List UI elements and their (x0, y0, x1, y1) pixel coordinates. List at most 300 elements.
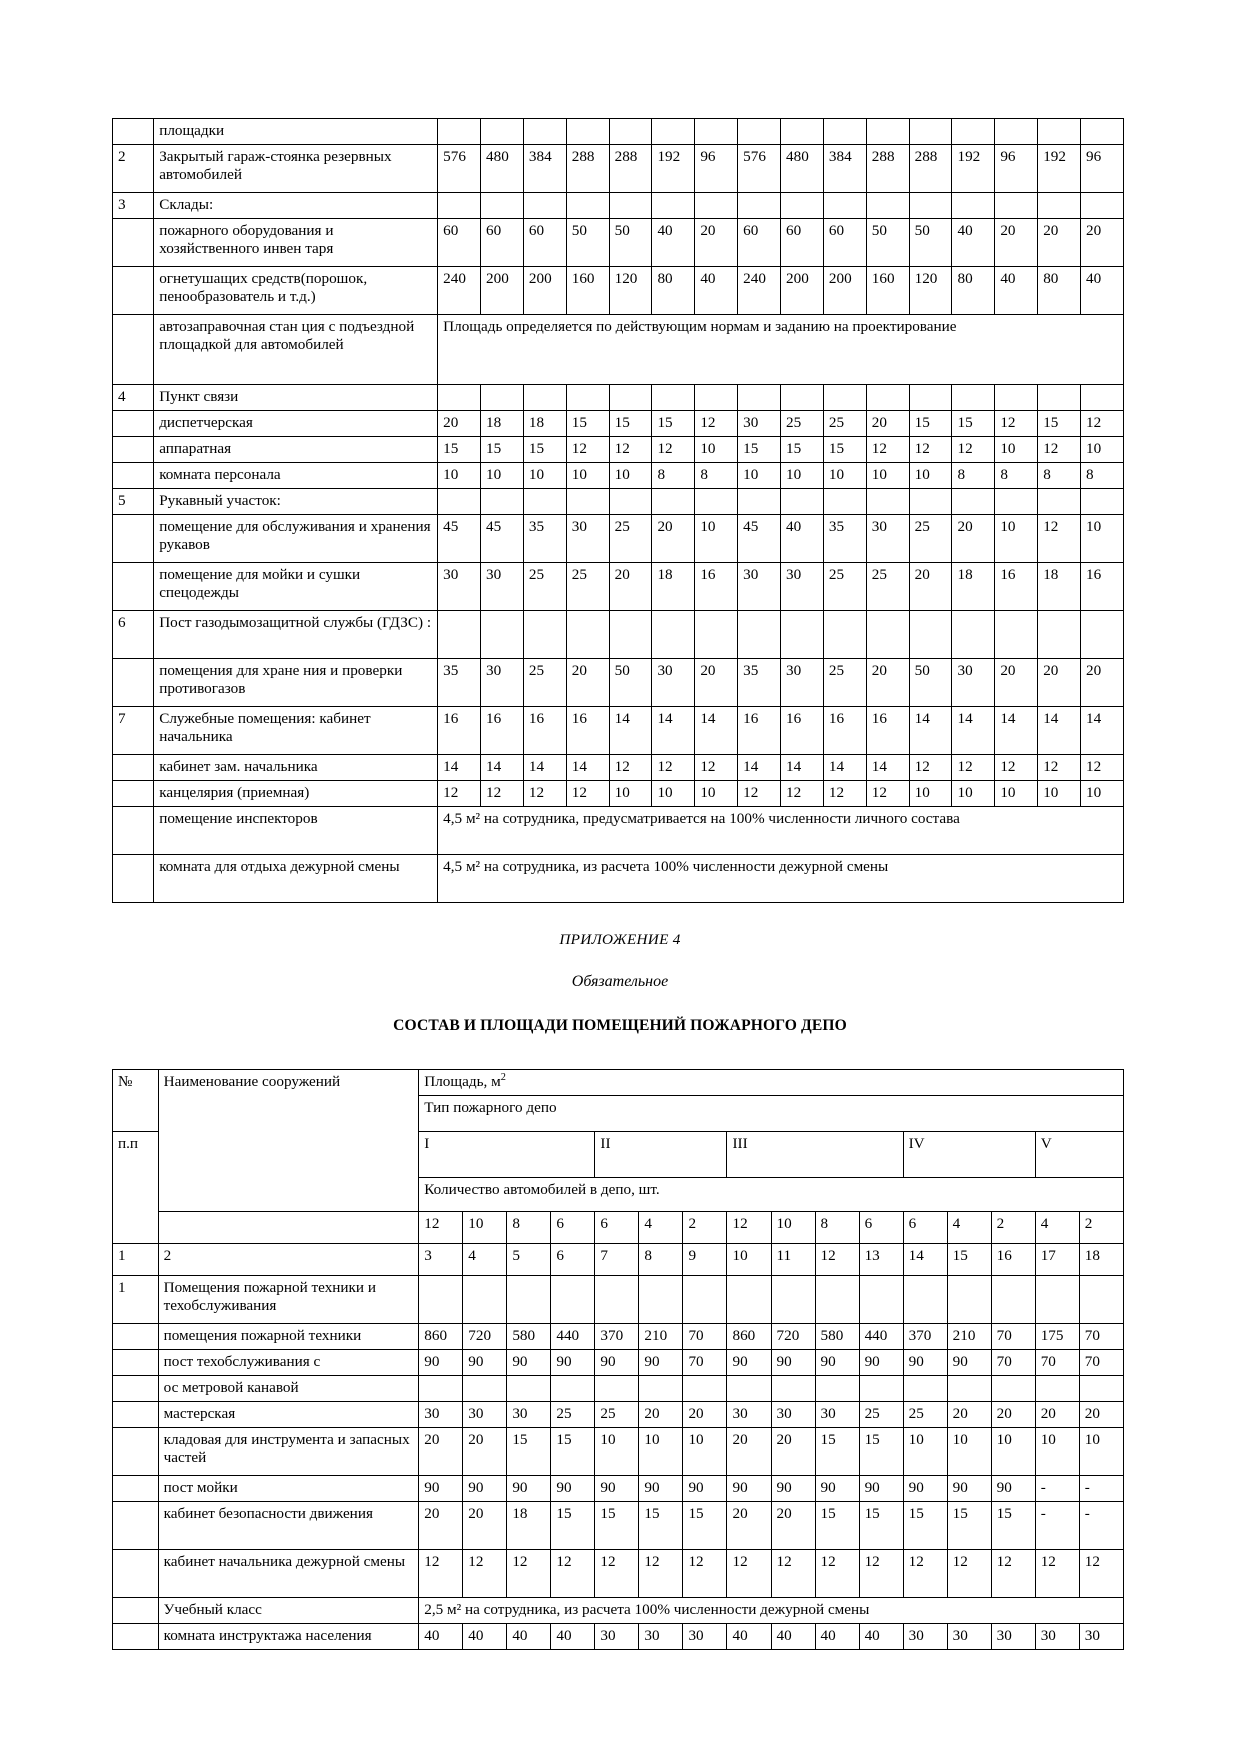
row-value-cell: 10 (1081, 515, 1124, 563)
row-value-cell: 50 (909, 219, 952, 267)
row-value-cell: 30 (903, 1623, 947, 1649)
row-value-cell (995, 611, 1038, 659)
row-value-cell: 60 (481, 219, 524, 267)
row-value-cell: 60 (523, 219, 566, 267)
row-value-cell: 12 (1038, 515, 1081, 563)
row-value-cell: 10 (903, 1427, 947, 1475)
row-value-cell (1038, 385, 1081, 411)
table-body (113, 119, 1124, 903)
row-index-cell (113, 1597, 159, 1623)
row-value-cell: 80 (652, 267, 695, 315)
row-value-cell: 16 (866, 707, 909, 755)
row-value-cell (463, 1275, 507, 1323)
row-index-cell (113, 755, 154, 781)
header-cell-depot-type (419, 1095, 1124, 1131)
row-value-cell: 18 (952, 563, 995, 611)
header-cell-colnum: 9 (683, 1243, 727, 1275)
row-value-cell: 14 (866, 755, 909, 781)
row-value-cell: 20 (683, 1401, 727, 1427)
header-cell-colnum: 11 (771, 1243, 815, 1275)
row-value-cell (566, 193, 609, 219)
row-value-cell (1038, 489, 1081, 515)
row-value-cell (481, 489, 524, 515)
row-value-cell (738, 611, 781, 659)
row-value-cell: 15 (859, 1501, 903, 1549)
row-value-cell: 60 (781, 219, 824, 267)
row-value-cell: 20 (695, 219, 738, 267)
row-value-cell: 90 (903, 1475, 947, 1501)
row-index-cell (113, 659, 154, 707)
row-value-cell: 14 (609, 707, 652, 755)
row-value-cell (566, 385, 609, 411)
row-index-cell (113, 1401, 159, 1427)
header-cell-colnum: 13 (859, 1243, 903, 1275)
row-index-cell (113, 1501, 159, 1549)
row-name-cell: площадки (154, 119, 438, 145)
row-value-cell: 14 (909, 707, 952, 755)
row-value-cell (1081, 385, 1124, 411)
row-value-cell: 40 (695, 267, 738, 315)
row-value-cell: 288 (909, 145, 952, 193)
row-value-cell: 45 (738, 515, 781, 563)
row-value-cell (995, 119, 1038, 145)
header-vehicle-count-label: Количество автомобилей в депо, шт. (424, 1180, 660, 1198)
row-index-cell (113, 781, 154, 807)
row-value-cell: 90 (551, 1475, 595, 1501)
row-value-cell: 12 (523, 781, 566, 807)
row-value-cell: 80 (952, 267, 995, 315)
row-value-cell: 30 (815, 1401, 859, 1427)
row-value-cell: 384 (823, 145, 866, 193)
row-value-cell: 90 (507, 1349, 551, 1375)
row-value-cell: 30 (595, 1623, 639, 1649)
row-value-cell: 12 (595, 1549, 639, 1597)
row-value-cell: 12 (463, 1549, 507, 1597)
header-cell-vehicle-count-value: 10 (771, 1211, 815, 1243)
row-value-cell: 16 (481, 707, 524, 755)
row-value-cell: 18 (652, 563, 695, 611)
row-value-cell (438, 385, 481, 411)
row-value-cell: 15 (609, 411, 652, 437)
row-value-cell: 90 (815, 1349, 859, 1375)
row-value-cell (859, 1375, 903, 1401)
row-value-cell (1081, 193, 1124, 219)
row-value-cell: 8 (1038, 463, 1081, 489)
header-cell-colnum: 14 (903, 1243, 947, 1275)
header-cell-depot-type-value: I (419, 1131, 595, 1177)
row-value-cell: 15 (815, 1427, 859, 1475)
header-cell-vehicle-count-value: 8 (815, 1211, 859, 1243)
row-value-cell (551, 1375, 595, 1401)
row-value-cell: 20 (947, 1401, 991, 1427)
row-value-cell: 45 (438, 515, 481, 563)
row-value-cell: 25 (859, 1401, 903, 1427)
row-value-cell: 14 (652, 707, 695, 755)
row-value-cell: 15 (652, 411, 695, 437)
row-value-cell (909, 611, 952, 659)
row-value-cell: 14 (1038, 707, 1081, 755)
row-value-cell: 16 (438, 707, 481, 755)
row-value-cell: 90 (507, 1475, 551, 1501)
header-cell-number-2 (113, 1131, 159, 1243)
row-index-cell (113, 855, 154, 903)
row-value-cell: 40 (781, 515, 824, 563)
row-value-cell: 12 (771, 1549, 815, 1597)
row-value-cell: 35 (523, 515, 566, 563)
header-cell-colnum: 4 (463, 1243, 507, 1275)
row-value-cell: 70 (1035, 1349, 1079, 1375)
row-value-cell: 96 (995, 145, 1038, 193)
table-row (113, 1623, 1124, 1649)
row-index-cell: 5 (113, 489, 154, 515)
row-value-cell: 60 (823, 219, 866, 267)
row-value-cell (781, 489, 824, 515)
row-value-cell: 576 (738, 145, 781, 193)
row-value-cell: 30 (481, 659, 524, 707)
row-name-cell: диспетчерская (154, 411, 438, 437)
row-value-cell: 14 (523, 755, 566, 781)
row-value-cell: 50 (909, 659, 952, 707)
row-value-cell (781, 119, 824, 145)
row-value-cell: 20 (995, 219, 1038, 267)
row-value-cell (738, 193, 781, 219)
table-row (113, 1427, 1124, 1475)
row-value-cell: 12 (438, 781, 481, 807)
row-value-cell: 90 (859, 1475, 903, 1501)
fire-station-areas-table-wrap (112, 1069, 1128, 1650)
row-value-cell: 8 (995, 463, 1038, 489)
row-value-cell: 210 (639, 1323, 683, 1349)
row-value-cell: 370 (903, 1323, 947, 1349)
row-value-cell: 60 (438, 219, 481, 267)
row-value-cell: 30 (738, 563, 781, 611)
row-value-cell: 480 (781, 145, 824, 193)
row-value-cell (952, 193, 995, 219)
row-value-cell: 12 (952, 437, 995, 463)
row-value-cell: 288 (566, 145, 609, 193)
row-value-cell: 20 (1079, 1401, 1123, 1427)
row-value-cell: 70 (991, 1323, 1035, 1349)
row-value-cell: 20 (771, 1427, 815, 1475)
header-row-column-numbers (113, 1243, 1124, 1275)
table-row (113, 1549, 1124, 1597)
row-value-cell: 12 (781, 781, 824, 807)
row-value-cell (639, 1275, 683, 1323)
row-value-cell: 30 (481, 563, 524, 611)
row-value-cell: 96 (1081, 145, 1124, 193)
row-value-cell: 18 (1038, 563, 1081, 611)
row-value-cell: 860 (419, 1323, 463, 1349)
row-value-cell (1081, 489, 1124, 515)
row-value-cell: 70 (683, 1349, 727, 1375)
header-cell-vehicle-count-value: 4 (1035, 1211, 1079, 1243)
row-value-cell: 15 (1038, 411, 1081, 437)
row-value-cell (903, 1375, 947, 1401)
row-value-cell: 90 (595, 1475, 639, 1501)
row-value-cell: 40 (995, 267, 1038, 315)
row-value-cell (609, 385, 652, 411)
row-name-cell: Закрытый гараж-стоянка резервных автомобилей (154, 145, 438, 193)
row-value-cell: 12 (859, 1549, 903, 1597)
table-row (113, 315, 1124, 385)
row-value-cell: 200 (523, 267, 566, 315)
header-cell-depot-type-value: II (595, 1131, 727, 1177)
row-value-cell: 10 (1081, 437, 1124, 463)
row-value-cell: 30 (991, 1623, 1035, 1649)
row-value-cell: 25 (566, 563, 609, 611)
header-cell-colnum: 5 (507, 1243, 551, 1275)
row-value-cell (438, 193, 481, 219)
row-value-cell: 25 (609, 515, 652, 563)
row-index-cell (113, 1323, 159, 1349)
row-value-cell (995, 385, 1038, 411)
row-value-cell (952, 119, 995, 145)
row-value-cell (595, 1375, 639, 1401)
row-value-cell: 15 (952, 411, 995, 437)
row-value-cell: 8 (1081, 463, 1124, 489)
row-name-cell: Учебный класс (158, 1597, 419, 1623)
row-name-cell: Склады: (154, 193, 438, 219)
row-value-cell (947, 1375, 991, 1401)
row-value-cell: 25 (523, 659, 566, 707)
row-index-cell (113, 1349, 159, 1375)
row-value-cell (781, 193, 824, 219)
table-row (113, 707, 1124, 755)
row-value-cell: 18 (481, 411, 524, 437)
row-value-cell: 90 (639, 1349, 683, 1375)
header-name-label: Наименование сооружений (163, 1073, 341, 1090)
row-index-cell (113, 437, 154, 463)
row-value-cell: 90 (815, 1475, 859, 1501)
row-value-cell: 12 (995, 411, 1038, 437)
row-value-cell: 90 (771, 1475, 815, 1501)
table-row (113, 1375, 1124, 1401)
table-row (113, 611, 1124, 659)
row-value-cell: 12 (866, 781, 909, 807)
header-cell-vehicle-count-value: 4 (947, 1211, 991, 1243)
row-value-cell: 370 (595, 1323, 639, 1349)
row-value-cell: 14 (695, 707, 738, 755)
header-cell-colnum: 7 (595, 1243, 639, 1275)
header-cell-colnum: 18 (1079, 1243, 1123, 1275)
row-value-cell (738, 489, 781, 515)
header-cell-colnum: 15 (947, 1243, 991, 1275)
row-value-cell (1035, 1275, 1079, 1323)
row-value-cell: 40 (507, 1623, 551, 1649)
row-value-cell: 40 (727, 1623, 771, 1649)
row-value-cell: 25 (595, 1401, 639, 1427)
row-value-cell: 20 (652, 515, 695, 563)
row-value-cell: 20 (909, 563, 952, 611)
row-value-cell: 90 (727, 1475, 771, 1501)
row-value-cell: 15 (823, 437, 866, 463)
header-cell-vehicle-count-value: 12 (727, 1211, 771, 1243)
row-value-cell: 12 (652, 437, 695, 463)
header-cell-depot-type-value: IV (903, 1131, 1035, 1177)
row-value-cell: 12 (995, 755, 1038, 781)
row-value-cell: 20 (952, 515, 995, 563)
row-value-cell (866, 489, 909, 515)
table-row (113, 563, 1124, 611)
row-value-cell: 30 (771, 1401, 815, 1427)
row-value-cell: 12 (909, 437, 952, 463)
row-value-cell (695, 119, 738, 145)
table-row (113, 411, 1124, 437)
row-value-cell: 860 (727, 1323, 771, 1349)
row-value-cell: 15 (909, 411, 952, 437)
row-value-cell: 12 (566, 437, 609, 463)
row-value-cell: 12 (952, 755, 995, 781)
row-value-cell: 240 (738, 267, 781, 315)
row-value-cell: 45 (481, 515, 524, 563)
row-value-cell: 10 (952, 781, 995, 807)
row-value-cell (523, 119, 566, 145)
row-value-cell (507, 1275, 551, 1323)
row-value-cell: 12 (991, 1549, 1035, 1597)
row-value-cell: 20 (866, 659, 909, 707)
header-cell-name-blank (158, 1211, 419, 1243)
row-value-cell (652, 611, 695, 659)
row-value-cell (995, 489, 1038, 515)
row-value-cell: 40 (859, 1623, 903, 1649)
row-value-cell: 14 (823, 755, 866, 781)
row-value-cell: 20 (639, 1401, 683, 1427)
header-cell-vehicle-count-value: 12 (419, 1211, 463, 1243)
row-value-cell: 20 (1035, 1401, 1079, 1427)
row-value-cell (1035, 1375, 1079, 1401)
row-value-cell (566, 489, 609, 515)
row-value-cell (781, 611, 824, 659)
row-value-cell: 90 (639, 1475, 683, 1501)
row-value-cell (695, 193, 738, 219)
table-row (113, 463, 1124, 489)
row-value-cell (1079, 1375, 1123, 1401)
row-value-cell (609, 489, 652, 515)
row-value-cell: 10 (639, 1427, 683, 1475)
row-name-cell: канцелярия (приемная) (154, 781, 438, 807)
row-value-cell: 580 (815, 1323, 859, 1349)
row-value-cell (523, 385, 566, 411)
row-value-cell: 192 (1038, 145, 1081, 193)
row-value-cell (823, 489, 866, 515)
row-index-cell (113, 219, 154, 267)
header-area-label: Площадь, м (424, 1073, 501, 1090)
header-cell-depot-type-value: V (1035, 1131, 1123, 1177)
row-value-cell: 10 (1035, 1427, 1079, 1475)
row-value-cell: 8 (652, 463, 695, 489)
row-value-cell: 15 (551, 1427, 595, 1475)
row-value-cell: 12 (1038, 755, 1081, 781)
row-value-cell (609, 119, 652, 145)
row-value-cell (523, 193, 566, 219)
row-value-cell: 15 (738, 437, 781, 463)
row-value-cell (815, 1275, 859, 1323)
row-value-cell (909, 489, 952, 515)
table-row (113, 807, 1124, 855)
row-value-cell: 90 (727, 1349, 771, 1375)
row-index-cell (113, 1549, 159, 1597)
row-name-cell: пост техобслуживания с (158, 1349, 419, 1375)
row-value-cell (438, 611, 481, 659)
row-index-cell (113, 315, 154, 385)
row-value-cell: 16 (781, 707, 824, 755)
row-value-cell: 12 (815, 1549, 859, 1597)
row-value-cell: 12 (695, 411, 738, 437)
row-value-cell: 96 (695, 145, 738, 193)
row-value-cell (866, 385, 909, 411)
row-value-cell: 20 (463, 1427, 507, 1475)
row-value-cell (595, 1275, 639, 1323)
row-value-cell (419, 1275, 463, 1323)
row-value-cell: 15 (781, 437, 824, 463)
row-value-cell: 10 (909, 463, 952, 489)
header-cell-vehicle-count-value: 4 (639, 1211, 683, 1243)
row-value-cell: 12 (903, 1549, 947, 1597)
row-value-cell: 30 (952, 659, 995, 707)
row-value-cell: 10 (652, 781, 695, 807)
row-value-cell (652, 385, 695, 411)
header-cell-vehicle-count-value: 10 (463, 1211, 507, 1243)
row-value-cell: 90 (419, 1475, 463, 1501)
row-value-cell (609, 611, 652, 659)
row-value-cell: 25 (523, 563, 566, 611)
row-value-cell: 20 (727, 1501, 771, 1549)
row-value-cell: 30 (738, 411, 781, 437)
row-value-cell (1038, 119, 1081, 145)
row-value-cell: 90 (771, 1349, 815, 1375)
row-value-cell: 25 (903, 1401, 947, 1427)
row-value-cell: 10 (695, 515, 738, 563)
row-name-cell: помещение для обслуживания и хранения рукавов (154, 515, 438, 563)
header-cell-colnum: 6 (551, 1243, 595, 1275)
appendix-number: ПРИЛОЖЕНИЕ 4 (559, 931, 681, 948)
row-name-cell: комната персонала (154, 463, 438, 489)
table-row (113, 119, 1124, 145)
row-name-cell: кабинет начальника дежурной смены (158, 1549, 419, 1597)
row-value-cell: 20 (419, 1501, 463, 1549)
row-value-cell: 30 (419, 1401, 463, 1427)
row-value-cell: 10 (866, 463, 909, 489)
row-value-cell: 30 (438, 563, 481, 611)
row-value-cell (866, 193, 909, 219)
row-value-cell: 15 (566, 411, 609, 437)
fire-station-areas-table (112, 1069, 1124, 1650)
row-value-cell (523, 611, 566, 659)
table-row (113, 1323, 1124, 1349)
header-cell-depot-type-value: III (727, 1131, 903, 1177)
row-value-cell: 20 (771, 1501, 815, 1549)
table-row (113, 755, 1124, 781)
row-value-cell (738, 385, 781, 411)
row-index-cell (113, 1623, 159, 1649)
row-value-cell: 40 (463, 1623, 507, 1649)
row-value-cell: 90 (463, 1475, 507, 1501)
row-value-cell: 40 (551, 1623, 595, 1649)
row-value-cell (1081, 611, 1124, 659)
header-cell-colnum-2: 2 (158, 1243, 419, 1275)
table-row (113, 1475, 1124, 1501)
row-value-cell: 12 (738, 781, 781, 807)
row-value-cell (463, 1375, 507, 1401)
row-value-cell: 200 (481, 267, 524, 315)
appendix-obligatory-label: Обязательное (571, 973, 669, 990)
header-number-label: № (118, 1073, 133, 1090)
row-value-cell: 90 (683, 1475, 727, 1501)
row-value-cell: 210 (947, 1323, 991, 1349)
row-value-cell: 20 (991, 1401, 1035, 1427)
row-value-cell: 20 (1038, 219, 1081, 267)
header-cell-colnum: 3 (419, 1243, 463, 1275)
